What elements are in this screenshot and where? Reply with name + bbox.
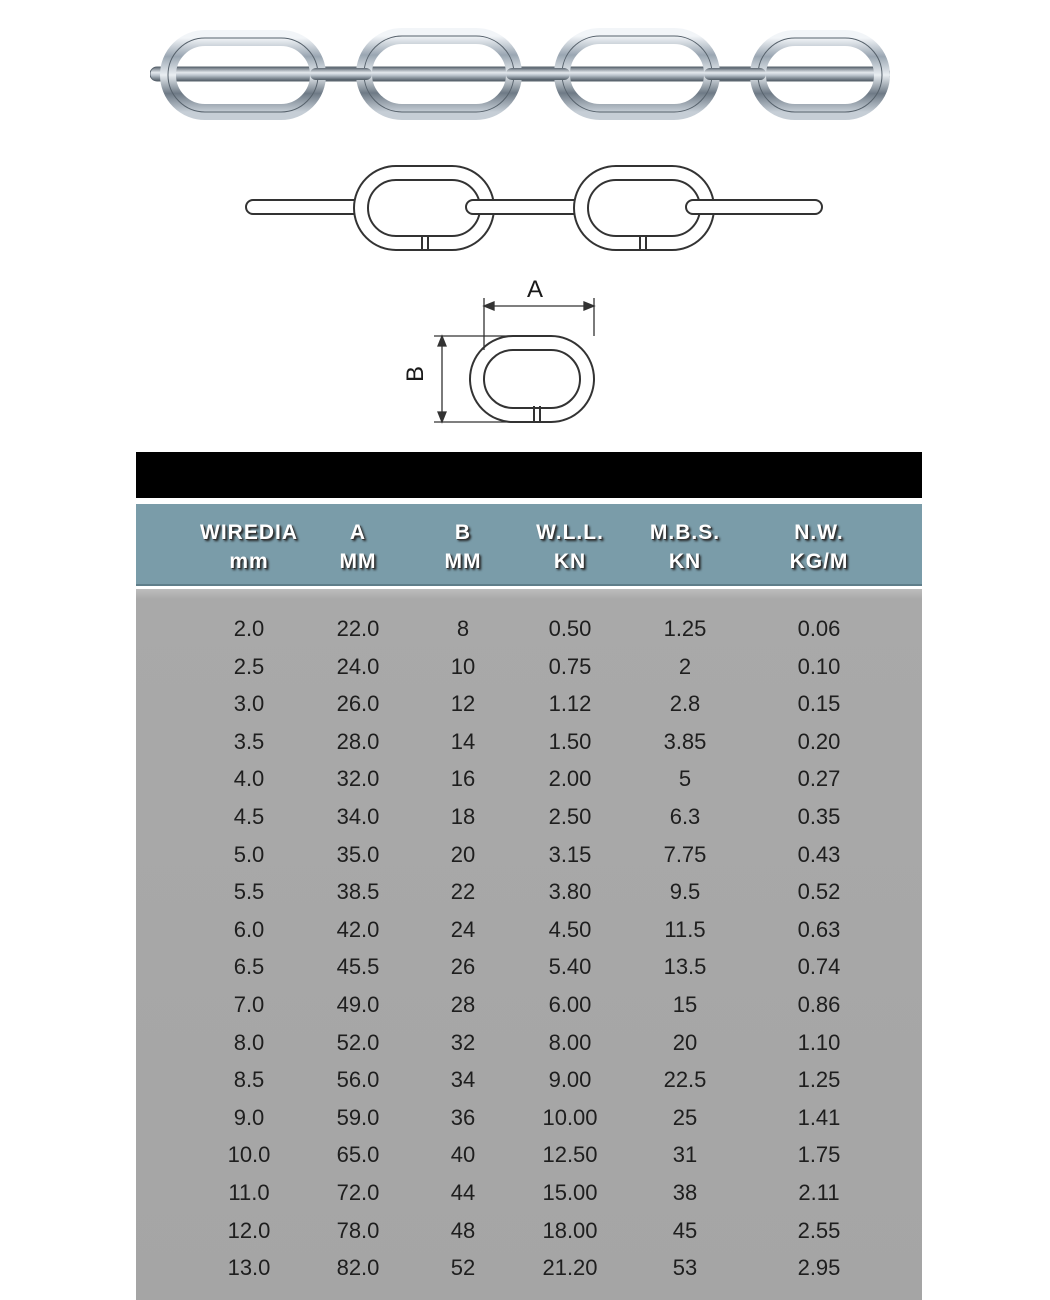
table-cell: 10.0 [227, 1142, 271, 1168]
table-header [136, 504, 922, 586]
table-cell: 1.50 [548, 728, 592, 754]
table-cell: 2.55 [797, 1217, 841, 1243]
table-cell: 25 [672, 1104, 698, 1130]
table-row [136, 911, 922, 948]
table-cell: 34.0 [336, 804, 380, 829]
table-cell: 78.0 [336, 1217, 380, 1243]
table-cell: 53 [672, 1255, 698, 1281]
table-row [136, 798, 922, 835]
table-row [136, 1099, 922, 1136]
table-cell: 0.06 [797, 616, 841, 641]
dimension-a-label: A [527, 276, 544, 303]
table-cell: 13.0 [227, 1255, 271, 1281]
table-cell: 15.00 [542, 1180, 598, 1205]
table-cell: 45 [672, 1217, 698, 1243]
table-cell: 5.0 [233, 841, 265, 867]
table-cell: 2.50 [548, 804, 592, 829]
table-cell: 0.35 [797, 804, 841, 829]
column-header-line1: A [349, 521, 367, 544]
table-cell: 7.0 [233, 992, 265, 1017]
table-row [136, 1174, 922, 1211]
dimension-b-label: B [402, 365, 430, 383]
table-cell: 1.25 [663, 616, 707, 641]
table-row [136, 685, 922, 722]
table-cell: 0.10 [797, 653, 841, 679]
table-cell: 6.5 [233, 954, 265, 980]
table-cell: 2.0 [233, 616, 265, 641]
table-row [136, 723, 922, 760]
table-cell: 9.5 [669, 879, 701, 905]
table-cell: 0.63 [797, 916, 841, 942]
table-cell: 2.00 [548, 766, 592, 792]
table-cell: 28.0 [336, 728, 380, 754]
table-cell: 6.00 [548, 992, 592, 1017]
table-cell: 38.5 [336, 879, 380, 905]
column-header-unit: KG/M [789, 550, 849, 573]
table-row [136, 873, 922, 910]
table-cell: 4.5 [233, 804, 265, 829]
table-title-bar [136, 452, 922, 498]
column-header-line1: M.B.S. [649, 521, 721, 544]
column-header [739, 518, 899, 576]
table-cell: 24 [450, 916, 476, 942]
table-cell: 2.5 [233, 653, 265, 679]
table-cell: 1.75 [797, 1142, 841, 1168]
column-header-unit: mm [229, 550, 269, 573]
column-header-line1: N.W. [794, 521, 844, 544]
table-cell: 48 [450, 1217, 476, 1243]
table-cell: 34 [450, 1067, 476, 1093]
table-cell: 0.74 [797, 954, 841, 980]
table-row [136, 610, 922, 647]
table-cell: 2.11 [798, 1180, 840, 1205]
table-cell: 10.00 [542, 1104, 598, 1130]
table-cell: 18 [450, 804, 476, 829]
table-cell: 2.95 [797, 1255, 841, 1281]
table-cell: 9.0 [233, 1104, 265, 1130]
column-header-line1: WIREDIA [200, 521, 298, 544]
table-cell: 2.8 [669, 691, 701, 717]
table-cell: 3.5 [233, 728, 265, 754]
table-cell: 13.5 [663, 954, 707, 980]
table-cell: 16 [450, 766, 476, 792]
table-cell: 0.20 [797, 728, 841, 754]
table-row [136, 836, 922, 873]
table-cell: 24.0 [336, 653, 380, 679]
table-cell: 0.27 [797, 766, 841, 792]
table-cell: 11.5 [664, 916, 706, 942]
table-cell: 35.0 [336, 841, 380, 867]
table-row [136, 1024, 922, 1061]
table-cell: 8 [456, 616, 470, 641]
chain-photo [150, 28, 890, 124]
table-cell: 32 [450, 1029, 476, 1055]
table-cell: 40 [450, 1142, 476, 1168]
table-cell: 8.0 [233, 1029, 265, 1055]
table-cell: 52.0 [336, 1029, 380, 1055]
table-row [136, 1061, 922, 1098]
table-cell: 42.0 [336, 916, 380, 942]
table-cell: 0.15 [797, 691, 841, 717]
table-cell: 20 [450, 841, 476, 867]
table-cell: 6.3 [669, 804, 701, 829]
table-cell: 59.0 [336, 1104, 380, 1130]
table-cell: 4.0 [233, 766, 265, 792]
table-cell: 14 [450, 728, 476, 754]
table-cell: 44 [450, 1180, 476, 1205]
table-cell: 3.85 [663, 728, 707, 754]
table-body [136, 589, 922, 1300]
table-cell: 8.00 [548, 1029, 592, 1055]
table-cell: 8.5 [233, 1067, 265, 1093]
table-cell: 12.0 [227, 1217, 271, 1243]
table-cell: 5.40 [548, 954, 592, 980]
chain-diagram [240, 160, 830, 256]
table-cell: 12.50 [542, 1142, 598, 1168]
table-row [136, 948, 922, 985]
column-header-line1: W.L.L. [536, 521, 604, 544]
table-cell: 32.0 [336, 766, 380, 792]
table-cell: 65.0 [336, 1142, 380, 1168]
column-header-unit: KN [668, 550, 702, 573]
table-cell: 22.5 [663, 1067, 707, 1093]
table-cell: 0.43 [797, 841, 841, 867]
table-cell: 5 [678, 766, 692, 792]
column-header-unit: MM [339, 550, 377, 573]
table-cell: 10 [450, 653, 476, 679]
table-row [136, 1136, 922, 1173]
table-cell: 22.0 [336, 616, 380, 641]
table-cell: 45.5 [336, 954, 380, 980]
table-cell: 11.0 [228, 1180, 270, 1205]
table-cell: 6.0 [233, 916, 265, 942]
table-cell: 7.75 [663, 841, 707, 867]
table-cell: 2 [678, 653, 692, 679]
table-cell: 52 [450, 1255, 476, 1281]
column-header-unit: MM [444, 550, 482, 573]
table-cell: 49.0 [336, 992, 380, 1017]
column-header-line1: B [454, 521, 472, 544]
table-cell: 1.41 [797, 1104, 841, 1130]
table-cell: 26 [450, 954, 476, 980]
table-row [136, 648, 922, 685]
table-row [136, 1212, 922, 1249]
table-cell: 3.15 [548, 841, 592, 867]
table-cell: 36 [450, 1104, 476, 1130]
table-cell: 0.50 [548, 616, 592, 641]
table-cell: 56.0 [336, 1067, 380, 1093]
table-cell: 72.0 [336, 1180, 380, 1205]
table-cell: 12 [450, 691, 476, 717]
table-cell: 15 [672, 992, 698, 1017]
table-row [136, 986, 922, 1023]
table-cell: 3.80 [548, 879, 592, 905]
table-cell: 22 [450, 879, 476, 905]
table-cell: 9.00 [548, 1067, 592, 1093]
table-cell: 0.86 [797, 992, 841, 1017]
dimension-diagram [400, 270, 620, 430]
table-cell: 3.0 [233, 691, 265, 717]
table-cell: 82.0 [336, 1255, 380, 1281]
table-cell: 1.10 [797, 1029, 841, 1055]
table-cell: 28 [450, 992, 476, 1017]
table-cell: 31 [672, 1142, 698, 1168]
table-cell: 5.5 [233, 879, 265, 905]
table-row [136, 760, 922, 797]
table-cell: 1.25 [797, 1067, 841, 1093]
table-cell: 0.52 [797, 879, 841, 905]
table-cell: 18.00 [542, 1217, 598, 1243]
table-cell: 0.75 [548, 653, 592, 679]
table-cell: 4.50 [548, 916, 592, 942]
table-cell: 21.20 [542, 1255, 598, 1281]
link-dimension-drawing [400, 270, 620, 430]
table-cell: 1.12 [548, 691, 592, 717]
column-header-unit: KN [553, 550, 587, 573]
table-cell: 26.0 [336, 691, 380, 717]
table-cell: 38 [672, 1180, 698, 1205]
table-cell: 20 [672, 1029, 698, 1055]
table-row [136, 1249, 922, 1286]
